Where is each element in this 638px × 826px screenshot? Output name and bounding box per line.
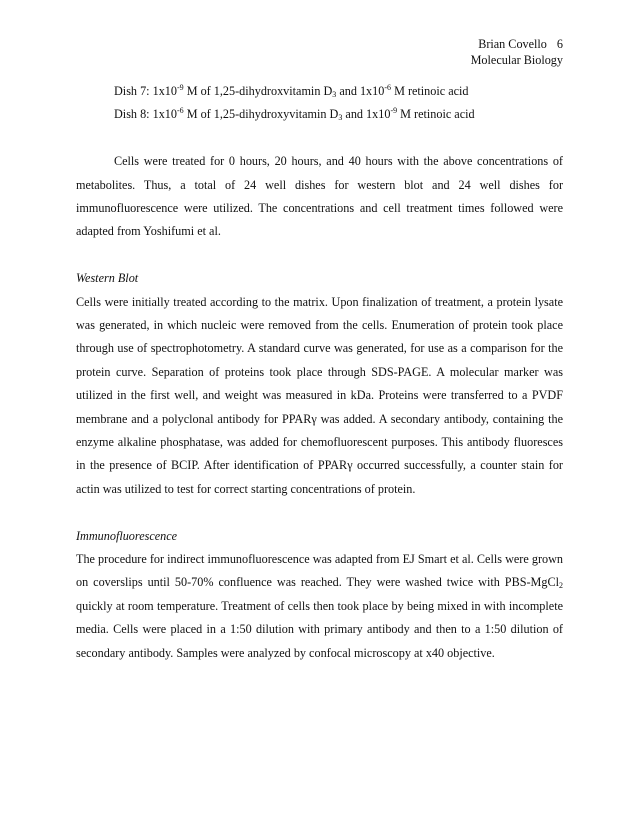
- dish-7-text: M retinoic acid: [391, 84, 469, 98]
- immunofluorescence-paragraph: [76, 548, 563, 665]
- dish-7-text: Dish 7: 1x10: [114, 84, 177, 98]
- immunofluorescence-text: The procedure for indirect immunofluorescence was adapted from EJ Smart et al. Cells were grown on coverslips until 50-70% confluence was reached. They were washed twice with PBS-MgCl: [76, 552, 563, 590]
- treatment-paragraph: Cells were treated for 0 hours, 20 hours, and 40 hours with the above concentrations of metabolites. Thus, a total of 24 well dishes for western blot and 24 well dishes for immunofluorescence were utilized. The concentrations and cell treatment times followed were adapted from Yoshifumi et al.: [76, 154, 563, 239]
- western-blot-heading: Western Blot: [76, 271, 139, 286]
- immunofluorescence-text: quickly at room temperature. Treatment of cells then took place by being mixed in with incomplete media. Cells were placed in a 1:50 dilution with primary antibody and then to a 1:50 dilution of secondary antibody. Samples were analyzed by confocal microscopy at x40 objective.: [76, 598, 563, 660]
- dish-8-text: M retinoic acid: [397, 107, 475, 122]
- running-header: [471, 36, 563, 68]
- dish-8-text: and 1x10: [342, 107, 391, 122]
- dish-8-line: [114, 103, 563, 126]
- dish-8-text: Dish 8: 1x10: [114, 107, 177, 122]
- blank-line: [76, 127, 563, 150]
- dish-8-exponent: -9: [390, 106, 398, 116]
- document-body: [76, 80, 563, 665]
- blank-line: [76, 501, 563, 524]
- dish-7-exponent: -9: [176, 83, 184, 92]
- dish-8-text: M of 1,25-dihydroxyvitamin D: [183, 107, 339, 122]
- immunofluorescence-heading: Immunofluorescence: [76, 528, 178, 543]
- blank-line: [76, 244, 563, 267]
- dish-8-exponent: -6: [176, 106, 184, 116]
- page-number: 6: [556, 37, 563, 51]
- header-author: Brian Covello: [478, 37, 547, 51]
- dish-7-text: and 1x10: [336, 84, 385, 98]
- dish-8-subscript: 3: [338, 113, 343, 123]
- dish-7-line: [114, 80, 563, 103]
- dish-7-text: M of 1,25-dihydroxvitamin D: [183, 84, 333, 98]
- header-course: Molecular Biology: [470, 53, 563, 67]
- western-blot-paragraph: Cells were initially treated according to the matrix. Upon finalization of treatment, a protein lysate was generated, in which nucleic were removed from the cells. Enumeration of protein took place through use of spectrophotometry. A standard curve was generated, for use as a comparison for the protein curve. Separation of proteins took place through SDS-PAGE. A molecular marker was utilized in the first well, and weight was measured in kDa. Proteins were transferred to a PVDF membrane and a polyclonal antibody for PPARγ was added. A secondary antibody, containing the enzyme alkaline phosphatase, was added for chemofluorescent purposes. This antibody fluoresces in the presence of BCIP. After identification of PPARγ occurred successfully, a counter stain for actin was utilized to test for correct starting concentrations of protein.: [76, 294, 563, 496]
- mgcl2-subscript: 2: [559, 581, 563, 591]
- header-author-line: [471, 36, 563, 52]
- dish-7-subscript: 3: [332, 90, 337, 99]
- dish-7-exponent: -6: [384, 83, 392, 92]
